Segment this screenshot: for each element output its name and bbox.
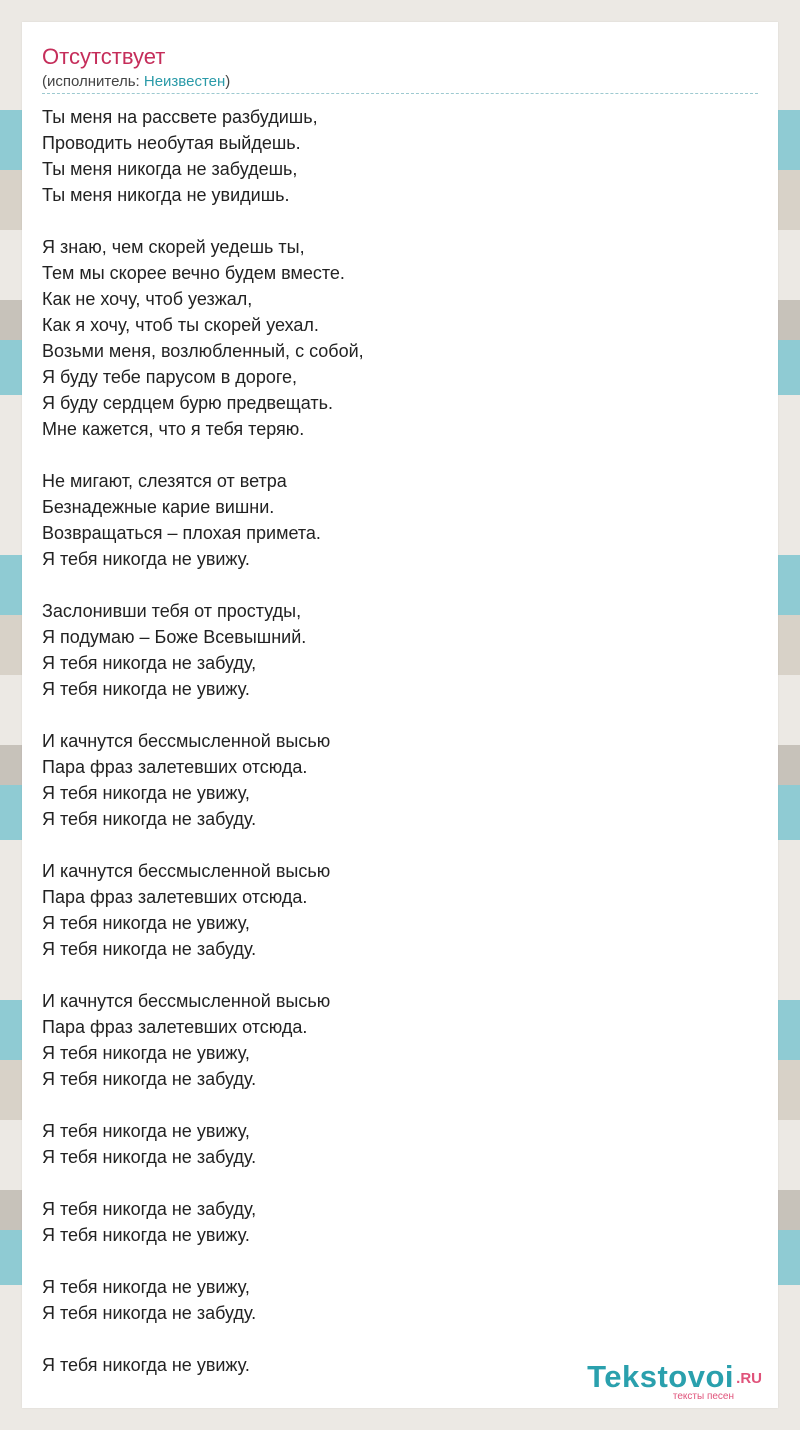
lyric-line: Пара фраз залетевших отсюда. xyxy=(42,1017,308,1037)
lyric-line: Возвращаться – плохая примета. xyxy=(42,523,321,543)
artist-suffix: ) xyxy=(225,73,231,90)
stanza xyxy=(42,104,758,208)
lyric-line: Я тебя никогда не увижу, xyxy=(42,1121,250,1141)
lyric-line: Пара фраз залетевших отсюда. xyxy=(42,757,308,777)
lyric-line: Я тебя никогда не забуду. xyxy=(42,809,257,829)
lyric-line: Тем мы скорее вечно будем вместе. xyxy=(42,263,345,283)
stanza xyxy=(42,234,758,442)
stanza xyxy=(42,1274,758,1326)
lyric-line: Я тебя никогда не забуду. xyxy=(42,939,257,959)
lyric-line: Я знаю, чем скорей уедешь ты, xyxy=(42,237,305,257)
lyric-line: Я тебя никогда не забуду. xyxy=(42,1069,257,1089)
lyric-line: Я тебя никогда не забуду, xyxy=(42,1199,257,1219)
lyric-line: Я подумаю – Боже Всевышний. xyxy=(42,627,307,647)
logo-name: Tekstovoi xyxy=(587,1359,734,1394)
lyrics-card xyxy=(22,22,778,1408)
lyrics-body xyxy=(42,104,758,1404)
lyric-line: Как я хочу, чтоб ты скорей уехал. xyxy=(42,315,319,335)
lyric-line: Я тебя никогда не увижу. xyxy=(42,1225,250,1245)
song-title: Отсутствует xyxy=(42,44,166,69)
lyric-line: Я тебя никогда не увижу, xyxy=(42,783,250,803)
stanza xyxy=(42,468,758,572)
lyric-line: Мне кажется, что я тебя теряю. xyxy=(42,419,305,439)
lyric-line: Я тебя никогда не увижу, xyxy=(42,913,250,933)
lyric-line: Проводить необутая выйдешь. xyxy=(42,133,301,153)
lyric-line: Пара фраз залетевших отсюда. xyxy=(42,887,308,907)
stanza xyxy=(42,728,758,832)
title-divider xyxy=(42,93,758,94)
lyric-line: Не мигают, слезятся от ветра xyxy=(42,471,287,491)
lyric-line: Ты меня никогда не увидишь. xyxy=(42,185,290,205)
lyric-line: Я тебя никогда не забуду, xyxy=(42,653,257,673)
lyric-line: Я буду тебе парусом в дороге, xyxy=(42,367,298,387)
lyric-line: Безнадежные карие вишни. xyxy=(42,497,275,517)
lyric-line: И качнутся бессмысленной высью xyxy=(42,731,331,751)
lyric-line: Я тебя никогда не увижу, xyxy=(42,1043,250,1063)
logo-tagline: тексты песен xyxy=(672,1391,734,1402)
logo-tld: .RU xyxy=(736,1370,762,1387)
lyric-line: Я тебя никогда не увижу, xyxy=(42,1277,250,1297)
artist-line xyxy=(42,72,230,92)
stanza xyxy=(42,988,758,1092)
lyric-line: Я тебя никогда не забуду. xyxy=(42,1147,257,1167)
lyric-line: Ты меня на рассвете разбудишь, xyxy=(42,107,318,127)
lyric-line: Возьми меня, возлюбленный, с собой, xyxy=(42,341,364,361)
site-logo[interactable] xyxy=(550,1360,770,1408)
lyric-line: Заслонивши тебя от простуды, xyxy=(42,601,302,621)
lyric-line: И качнутся бессмысленной высью xyxy=(42,861,331,881)
artist-link[interactable]: Неизвестен xyxy=(143,73,226,90)
lyric-line: Я тебя никогда не увижу. xyxy=(42,1355,250,1375)
stanza xyxy=(42,1196,758,1248)
lyric-line: И качнутся бессмысленной высью xyxy=(42,991,331,1011)
lyric-line: Я тебя никогда не увижу. xyxy=(42,679,250,699)
lyric-line: Я тебя никогда не увижу. xyxy=(42,549,250,569)
lyric-line: Я буду сердцем бурю предвещать. xyxy=(42,393,333,413)
lyric-line: Я тебя никогда не забуду. xyxy=(42,1303,257,1323)
artist-prefix: (исполнитель: xyxy=(42,73,144,90)
stanza xyxy=(42,1118,758,1170)
lyric-line: Ты меня никогда не забудешь, xyxy=(42,159,298,179)
lyric-line: Как не хочу, чтоб уезжал, xyxy=(42,289,253,309)
stanza xyxy=(42,598,758,702)
stanza xyxy=(42,858,758,962)
